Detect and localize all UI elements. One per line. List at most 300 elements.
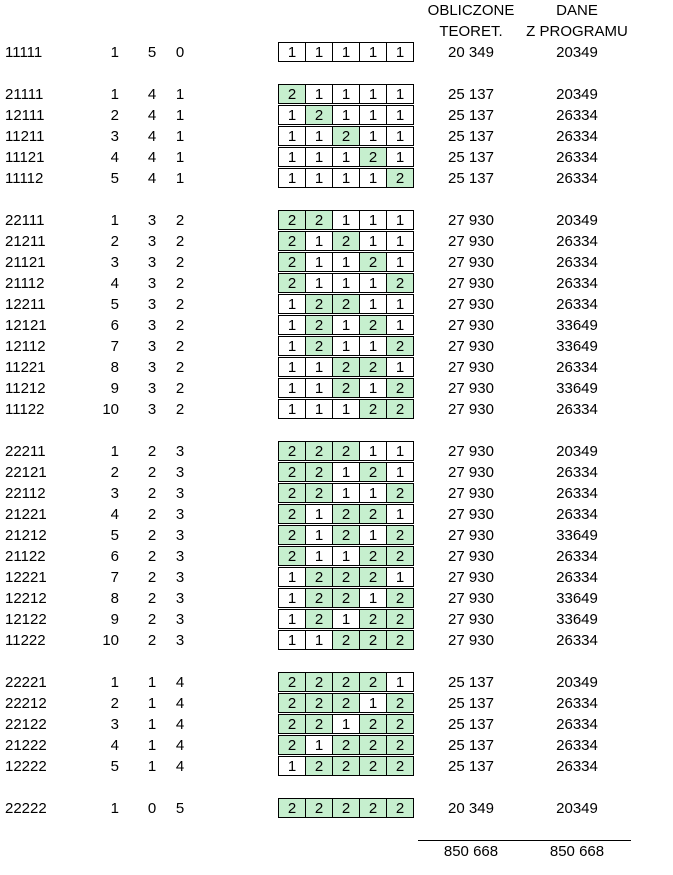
grid-cell: 1 <box>332 84 360 104</box>
row-count-twos: 2 <box>175 296 185 313</box>
row-cells <box>278 567 414 588</box>
row-code: 12111 <box>5 107 45 124</box>
grid-cell: 1 <box>278 105 306 125</box>
grid-cell: 2 <box>278 231 306 251</box>
row-count-ones: 2 <box>147 548 157 565</box>
grid-cell: 1 <box>332 546 360 566</box>
grid-cell: 1 <box>359 105 387 125</box>
row-computed-value: 27 930 <box>448 380 494 397</box>
row-cells <box>278 546 414 567</box>
grid-cell: 2 <box>386 756 414 776</box>
grid-cell: 2 <box>278 84 306 104</box>
row-computed-value: 25 137 <box>448 107 494 124</box>
row-cells <box>278 441 414 462</box>
row-index: 5 <box>110 527 119 544</box>
row-computed-value: 27 930 <box>448 317 494 334</box>
row-program-value: 26334 <box>556 548 598 565</box>
row-count-ones: 4 <box>147 86 157 103</box>
grid-cell: 2 <box>359 546 387 566</box>
row-count-twos: 4 <box>175 758 185 775</box>
grid-cell: 1 <box>386 504 414 524</box>
row-cells <box>278 399 414 420</box>
table-row <box>0 399 673 420</box>
grid-cell: 2 <box>359 147 387 167</box>
table-row <box>0 672 673 693</box>
grid-cell: 1 <box>278 357 306 377</box>
row-computed-value: 25 137 <box>448 674 494 691</box>
row-computed-value: 27 930 <box>448 359 494 376</box>
grid-cell: 1 <box>386 672 414 692</box>
grid-cell: 1 <box>305 252 333 272</box>
grid-cell: 1 <box>332 714 360 734</box>
grid-cell: 2 <box>278 273 306 293</box>
row-index: 5 <box>110 758 119 775</box>
table-row <box>0 630 673 651</box>
grid-cell: 2 <box>278 504 306 524</box>
row-code: 12211 <box>5 296 46 313</box>
row-cells <box>278 336 414 357</box>
grid-cell: 1 <box>386 231 414 251</box>
grid-cell: 2 <box>332 630 360 650</box>
row-index: 10 <box>102 401 119 418</box>
row-program-value: 26334 <box>556 275 598 292</box>
row-count-ones: 1 <box>147 695 157 712</box>
row-computed-value: 27 930 <box>448 212 494 229</box>
grid-cell: 1 <box>305 735 333 755</box>
table-row <box>0 273 673 294</box>
row-count-twos: 5 <box>175 800 185 817</box>
grid-cell: 2 <box>278 525 306 545</box>
table-row <box>0 798 673 819</box>
grid-cell: 2 <box>305 483 333 503</box>
row-computed-value: 27 930 <box>448 443 494 460</box>
row-cells <box>278 525 414 546</box>
grid-cell: 1 <box>359 336 387 356</box>
row-index: 9 <box>110 380 119 397</box>
row-code: 21121 <box>5 254 46 271</box>
row-cells <box>278 357 414 378</box>
row-code: 21122 <box>5 548 46 565</box>
row-code: 12221 <box>5 569 47 586</box>
grid-cell: 1 <box>359 294 387 314</box>
grid-cell: 1 <box>386 441 414 461</box>
row-index: 3 <box>110 128 119 145</box>
grid-cell: 2 <box>332 693 360 713</box>
grid-cell: 2 <box>359 462 387 482</box>
grid-cell: 2 <box>332 504 360 524</box>
row-computed-value: 25 137 <box>448 86 494 103</box>
row-count-twos: 2 <box>175 254 185 271</box>
table-row <box>0 756 673 777</box>
row-count-ones: 2 <box>147 527 157 544</box>
row-count-ones: 3 <box>147 380 157 397</box>
row-cells <box>278 693 414 714</box>
total-computed: 850 668 <box>443 843 499 860</box>
table-row <box>0 210 673 231</box>
grid-cell: 1 <box>386 252 414 272</box>
row-program-value: 26334 <box>556 233 598 250</box>
row-index: 7 <box>110 338 119 355</box>
row-cells <box>278 504 414 525</box>
grid-cell: 2 <box>305 588 333 608</box>
table-row <box>0 567 673 588</box>
row-computed-value: 27 930 <box>448 590 494 607</box>
row-program-value: 20349 <box>556 800 598 817</box>
row-count-twos: 2 <box>175 212 185 229</box>
row-code: 21222 <box>5 737 47 754</box>
row-cells <box>278 672 414 693</box>
row-count-ones: 2 <box>147 611 157 628</box>
grid-cell: 2 <box>278 693 306 713</box>
grid-cell: 2 <box>386 714 414 734</box>
table-row <box>0 336 673 357</box>
row-program-value: 33649 <box>556 590 598 607</box>
row-computed-value: 27 930 <box>448 254 494 271</box>
row-computed-value: 27 930 <box>448 506 494 523</box>
table-row <box>0 546 673 567</box>
grid-cell: 2 <box>359 756 387 776</box>
grid-cell: 1 <box>386 210 414 230</box>
grid-cell: 1 <box>359 693 387 713</box>
grid-cell: 1 <box>359 378 387 398</box>
grid-cell: 1 <box>359 441 387 461</box>
table-row <box>0 588 673 609</box>
row-computed-value: 27 930 <box>448 401 494 418</box>
row-computed-value: 27 930 <box>448 632 494 649</box>
row-index: 8 <box>110 590 119 607</box>
row-program-value: 26334 <box>556 359 598 376</box>
header-computed-theoretical <box>411 0 531 42</box>
grid-cell: 1 <box>359 168 387 188</box>
row-program-value: 26334 <box>556 170 598 187</box>
grid-cell: 1 <box>359 42 387 62</box>
grid-cell: 2 <box>359 399 387 419</box>
grid-cell: 2 <box>359 252 387 272</box>
row-cells <box>278 378 414 399</box>
row-code: 22212 <box>5 695 47 712</box>
grid-cell: 2 <box>332 756 360 776</box>
total-program: 850 668 <box>549 843 605 860</box>
grid-cell: 2 <box>332 441 360 461</box>
grid-cell: 2 <box>305 105 333 125</box>
grid-cell: 2 <box>305 756 333 776</box>
row-cells <box>278 735 414 756</box>
row-index: 4 <box>110 737 119 754</box>
row-index: 1 <box>110 44 119 61</box>
row-code: 12222 <box>5 758 47 775</box>
row-computed-value: 27 930 <box>448 569 494 586</box>
grid-cell: 2 <box>386 399 414 419</box>
row-index: 2 <box>110 233 119 250</box>
grid-cell: 1 <box>386 294 414 314</box>
row-program-value: 33649 <box>556 380 598 397</box>
row-cells <box>278 483 414 504</box>
row-index: 3 <box>110 485 119 502</box>
grid-cell: 1 <box>332 42 360 62</box>
grid-cell: 1 <box>305 546 333 566</box>
row-computed-value: 27 930 <box>448 338 494 355</box>
row-index: 6 <box>110 548 119 565</box>
row-code: 11211 <box>5 128 45 145</box>
row-count-twos: 2 <box>175 380 185 397</box>
grid-cell: 2 <box>359 567 387 587</box>
row-cells <box>278 105 414 126</box>
row-program-value: 26334 <box>556 695 598 712</box>
row-computed-value: 25 137 <box>448 149 494 166</box>
row-code: 22211 <box>5 443 46 460</box>
grid-cell: 2 <box>359 357 387 377</box>
row-code: 21111 <box>5 86 44 103</box>
grid-cell: 2 <box>278 441 306 461</box>
grid-cell: 1 <box>359 588 387 608</box>
row-count-ones: 2 <box>147 506 157 523</box>
row-count-ones: 3 <box>147 338 157 355</box>
grid-cell: 2 <box>332 525 360 545</box>
row-count-twos: 1 <box>175 86 185 103</box>
table-row <box>0 483 673 504</box>
grid-cell: 1 <box>278 399 306 419</box>
grid-cell: 1 <box>278 378 306 398</box>
table-row <box>0 231 673 252</box>
row-computed-value: 27 930 <box>448 527 494 544</box>
grid-cell: 2 <box>386 735 414 755</box>
row-count-twos: 3 <box>175 527 185 544</box>
table-row <box>0 252 673 273</box>
grid-cell: 2 <box>305 672 333 692</box>
table-row <box>0 504 673 525</box>
row-code: 22111 <box>5 212 45 229</box>
grid-cell: 2 <box>332 567 360 587</box>
grid-cell: 2 <box>305 210 333 230</box>
grid-cell: 1 <box>305 168 333 188</box>
row-program-value: 20349 <box>556 674 598 691</box>
grid-cell: 1 <box>359 210 387 230</box>
table-row <box>0 714 673 735</box>
grid-cell: 2 <box>278 483 306 503</box>
row-cells <box>278 294 414 315</box>
grid-cell: 2 <box>278 210 306 230</box>
grid-cell: 1 <box>278 630 306 650</box>
row-cells <box>278 273 414 294</box>
row-cells <box>278 147 414 168</box>
row-count-ones: 3 <box>147 401 157 418</box>
row-code: 12122 <box>5 611 47 628</box>
grid-cell: 2 <box>386 483 414 503</box>
row-computed-value: 25 137 <box>448 695 494 712</box>
row-program-value: 26334 <box>556 401 598 418</box>
grid-cell: 1 <box>386 567 414 587</box>
row-program-value: 26334 <box>556 107 598 124</box>
row-count-ones: 2 <box>147 464 157 481</box>
row-code: 11122 <box>5 401 45 418</box>
grid-cell: 2 <box>332 126 360 146</box>
grid-cell: 1 <box>386 315 414 335</box>
grid-cell: 2 <box>305 336 333 356</box>
grid-cell: 2 <box>386 630 414 650</box>
header-program-line2: Z PROGRAMU <box>526 23 628 40</box>
row-count-twos: 3 <box>175 443 185 460</box>
row-count-ones: 2 <box>147 485 157 502</box>
grid-cell: 2 <box>386 273 414 293</box>
grid-cell: 1 <box>386 84 414 104</box>
row-count-ones: 4 <box>147 170 157 187</box>
grid-cell: 2 <box>305 315 333 335</box>
row-computed-value: 25 137 <box>448 128 494 145</box>
row-count-twos: 2 <box>175 338 185 355</box>
row-count-twos: 4 <box>175 737 185 754</box>
grid-cell: 1 <box>305 273 333 293</box>
row-index: 2 <box>110 107 119 124</box>
row-count-ones: 3 <box>147 317 157 334</box>
row-program-value: 26334 <box>556 128 598 145</box>
row-computed-value: 25 137 <box>448 170 494 187</box>
row-computed-value: 27 930 <box>448 275 494 292</box>
row-computed-value: 20 349 <box>448 800 494 817</box>
table-row <box>0 315 673 336</box>
row-code: 11111 <box>5 44 43 61</box>
row-program-value: 26334 <box>556 758 598 775</box>
row-code: 12212 <box>5 590 47 607</box>
row-count-twos: 3 <box>175 548 185 565</box>
grid-cell: 1 <box>386 105 414 125</box>
row-count-twos: 1 <box>175 149 185 166</box>
row-code: 21211 <box>5 233 46 250</box>
table-row <box>0 168 673 189</box>
row-count-twos: 3 <box>175 506 185 523</box>
grid-cell: 1 <box>305 378 333 398</box>
grid-cell: 1 <box>278 126 306 146</box>
row-program-value: 33649 <box>556 317 598 334</box>
grid-cell: 2 <box>386 336 414 356</box>
row-count-ones: 4 <box>147 107 157 124</box>
row-count-twos: 3 <box>175 485 185 502</box>
row-index: 1 <box>110 212 119 229</box>
grid-cell: 1 <box>278 315 306 335</box>
table-row <box>0 609 673 630</box>
grid-cell: 2 <box>305 798 333 818</box>
grid-cell: 2 <box>359 609 387 629</box>
table-row <box>0 357 673 378</box>
row-index: 4 <box>110 275 119 292</box>
row-code: 12112 <box>5 338 46 355</box>
row-cells <box>278 210 414 231</box>
row-computed-value: 27 930 <box>448 296 494 313</box>
row-computed-value: 27 930 <box>448 464 494 481</box>
grid-cell: 2 <box>278 546 306 566</box>
row-count-twos: 1 <box>175 128 185 145</box>
row-count-ones: 1 <box>147 716 157 733</box>
header-program-data <box>517 0 637 42</box>
table-row <box>0 126 673 147</box>
row-index: 6 <box>110 317 119 334</box>
row-program-value: 26334 <box>556 149 598 166</box>
header-computed-line2: TEORET. <box>439 23 503 40</box>
row-cells <box>278 609 414 630</box>
grid-cell: 2 <box>359 714 387 734</box>
row-program-value: 26334 <box>556 506 598 523</box>
grid-cell: 1 <box>386 126 414 146</box>
grid-cell: 1 <box>332 336 360 356</box>
grid-cell: 1 <box>332 147 360 167</box>
table-row <box>0 294 673 315</box>
grid-cell: 2 <box>332 798 360 818</box>
row-program-value: 26334 <box>556 737 598 754</box>
row-count-twos: 2 <box>175 359 185 376</box>
row-cells <box>278 84 414 105</box>
row-cells <box>278 252 414 273</box>
grid-cell: 2 <box>386 588 414 608</box>
grid-cell: 2 <box>278 798 306 818</box>
grid-cell: 2 <box>305 462 333 482</box>
grid-cell: 1 <box>332 462 360 482</box>
row-computed-value: 25 137 <box>448 737 494 754</box>
header-computed-line1: OBLICZONE <box>427 2 515 19</box>
grid-cell: 2 <box>278 714 306 734</box>
row-count-ones: 4 <box>147 128 157 145</box>
row-index: 1 <box>110 800 119 817</box>
table-row <box>0 84 673 105</box>
table-row <box>0 42 673 63</box>
row-code: 11221 <box>5 359 46 376</box>
grid-cell: 2 <box>359 315 387 335</box>
row-index: 9 <box>110 611 119 628</box>
grid-cell: 1 <box>332 483 360 503</box>
grid-cell: 2 <box>278 252 306 272</box>
grid-cell: 2 <box>278 672 306 692</box>
grid-cell: 1 <box>278 567 306 587</box>
row-count-twos: 1 <box>175 107 185 124</box>
grid-cell: 1 <box>332 168 360 188</box>
row-index: 4 <box>110 506 119 523</box>
table-row <box>0 525 673 546</box>
row-index: 5 <box>110 170 119 187</box>
grid-cell: 2 <box>359 798 387 818</box>
grid-cell: 2 <box>332 378 360 398</box>
row-count-ones: 0 <box>147 800 157 817</box>
grid-cell: 2 <box>332 357 360 377</box>
row-count-twos: 4 <box>175 674 185 691</box>
row-program-value: 20349 <box>556 44 598 61</box>
row-count-twos: 0 <box>175 44 185 61</box>
grid-cell: 1 <box>305 231 333 251</box>
grid-cell: 1 <box>305 84 333 104</box>
grid-cell: 1 <box>332 399 360 419</box>
grid-cell: 1 <box>359 525 387 545</box>
grid-cell: 2 <box>386 378 414 398</box>
row-count-twos: 4 <box>175 716 185 733</box>
grid-cell: 1 <box>386 462 414 482</box>
row-index: 1 <box>110 443 119 460</box>
row-count-twos: 2 <box>175 233 185 250</box>
table-row <box>0 693 673 714</box>
row-program-value: 20349 <box>556 443 598 460</box>
grid-cell: 2 <box>305 714 333 734</box>
grid-cell: 2 <box>386 546 414 566</box>
grid-cell: 2 <box>305 441 333 461</box>
grid-cell: 1 <box>278 336 306 356</box>
grid-cell: 1 <box>305 399 333 419</box>
row-count-ones: 2 <box>147 590 157 607</box>
grid-cell: 2 <box>305 567 333 587</box>
row-computed-value: 27 930 <box>448 485 494 502</box>
row-count-ones: 3 <box>147 296 157 313</box>
grid-cell: 1 <box>359 126 387 146</box>
grid-cell: 1 <box>359 273 387 293</box>
row-index: 10 <box>102 632 119 649</box>
row-count-twos: 2 <box>175 275 185 292</box>
grid-cell: 2 <box>332 231 360 251</box>
grid-cell: 1 <box>359 483 387 503</box>
